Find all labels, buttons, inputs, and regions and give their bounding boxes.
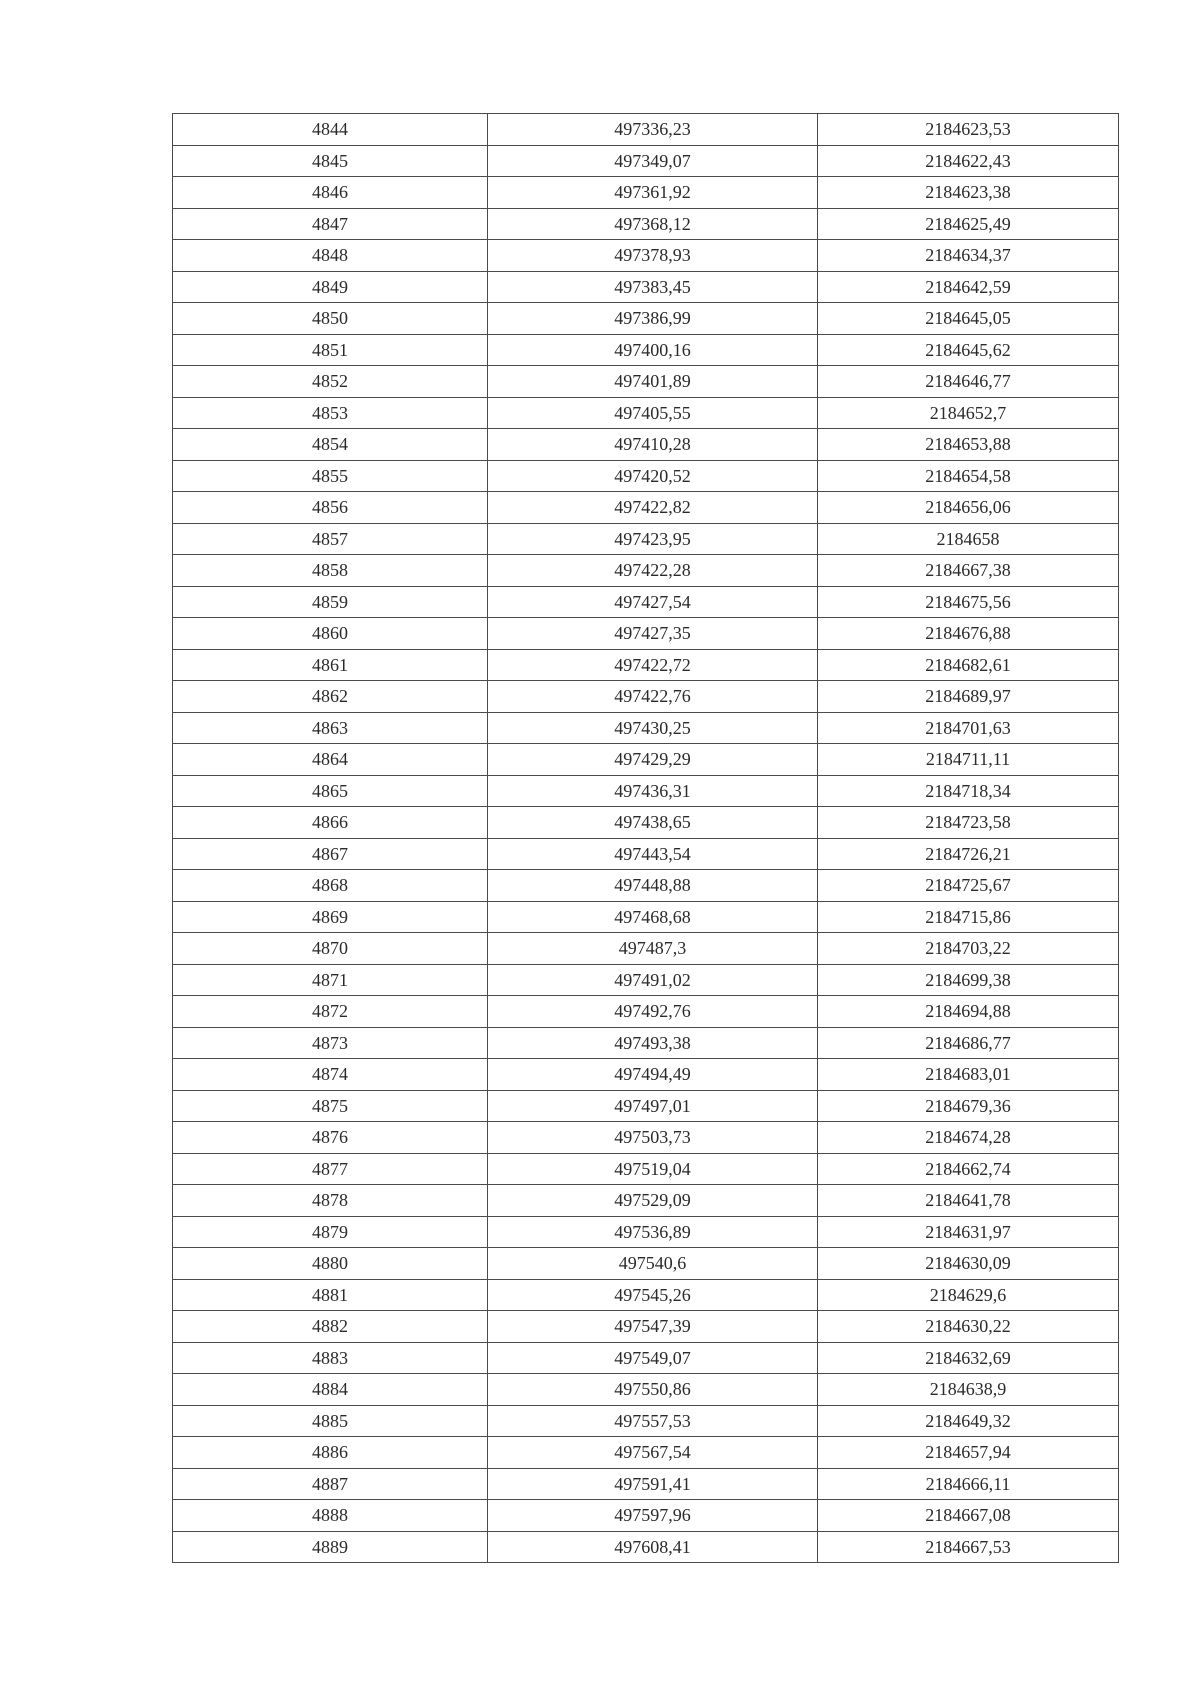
table-row xyxy=(173,1437,1119,1469)
table-row xyxy=(173,838,1119,870)
point-number-cell: 4848 xyxy=(173,240,488,272)
y-coordinate-cell: 2184679,36 xyxy=(818,1090,1119,1122)
point-number-cell: 4847 xyxy=(173,208,488,240)
y-coordinate-cell: 2184645,05 xyxy=(818,303,1119,335)
x-coordinate-cell: 497597,96 xyxy=(488,1500,818,1532)
point-number-cell: 4857 xyxy=(173,523,488,555)
table-row xyxy=(173,1311,1119,1343)
point-number-cell: 4877 xyxy=(173,1153,488,1185)
x-coordinate-cell: 497383,45 xyxy=(488,271,818,303)
x-coordinate-cell: 497494,49 xyxy=(488,1059,818,1091)
y-coordinate-cell: 2184675,56 xyxy=(818,586,1119,618)
table-row xyxy=(173,775,1119,807)
x-coordinate-cell: 497557,53 xyxy=(488,1405,818,1437)
table-row xyxy=(173,303,1119,335)
table-row xyxy=(173,1122,1119,1154)
x-coordinate-cell: 497349,07 xyxy=(488,145,818,177)
table-row xyxy=(173,271,1119,303)
x-coordinate-cell: 497430,25 xyxy=(488,712,818,744)
table-row xyxy=(173,1279,1119,1311)
y-coordinate-cell: 2184703,22 xyxy=(818,933,1119,965)
y-coordinate-cell: 2184662,74 xyxy=(818,1153,1119,1185)
table-row xyxy=(173,870,1119,902)
point-number-cell: 4879 xyxy=(173,1216,488,1248)
x-coordinate-cell: 497443,54 xyxy=(488,838,818,870)
x-coordinate-cell: 497401,89 xyxy=(488,366,818,398)
table-row xyxy=(173,807,1119,839)
x-coordinate-cell: 497422,28 xyxy=(488,555,818,587)
table-row xyxy=(173,1027,1119,1059)
point-number-cell: 4863 xyxy=(173,712,488,744)
x-coordinate-cell: 497536,89 xyxy=(488,1216,818,1248)
x-coordinate-cell: 497378,93 xyxy=(488,240,818,272)
x-coordinate-cell: 497493,38 xyxy=(488,1027,818,1059)
x-coordinate-cell: 497427,54 xyxy=(488,586,818,618)
point-number-cell: 4880 xyxy=(173,1248,488,1280)
table-row xyxy=(173,712,1119,744)
point-number-cell: 4860 xyxy=(173,618,488,650)
x-coordinate-cell: 497608,41 xyxy=(488,1531,818,1563)
y-coordinate-cell: 2184667,53 xyxy=(818,1531,1119,1563)
x-coordinate-cell: 497545,26 xyxy=(488,1279,818,1311)
point-number-cell: 4889 xyxy=(173,1531,488,1563)
table-row xyxy=(173,586,1119,618)
table-row xyxy=(173,649,1119,681)
y-coordinate-cell: 2184726,21 xyxy=(818,838,1119,870)
table-row xyxy=(173,334,1119,366)
y-coordinate-cell: 2184632,69 xyxy=(818,1342,1119,1374)
point-number-cell: 4850 xyxy=(173,303,488,335)
y-coordinate-cell: 2184622,43 xyxy=(818,145,1119,177)
point-number-cell: 4866 xyxy=(173,807,488,839)
y-coordinate-cell: 2184656,06 xyxy=(818,492,1119,524)
y-coordinate-cell: 2184629,6 xyxy=(818,1279,1119,1311)
x-coordinate-cell: 497567,54 xyxy=(488,1437,818,1469)
x-coordinate-cell: 497519,04 xyxy=(488,1153,818,1185)
y-coordinate-cell: 2184658 xyxy=(818,523,1119,555)
point-number-cell: 4870 xyxy=(173,933,488,965)
y-coordinate-cell: 2184652,7 xyxy=(818,397,1119,429)
y-coordinate-cell: 2184645,62 xyxy=(818,334,1119,366)
x-coordinate-cell: 497361,92 xyxy=(488,177,818,209)
x-coordinate-cell: 497547,39 xyxy=(488,1311,818,1343)
point-number-cell: 4859 xyxy=(173,586,488,618)
y-coordinate-cell: 2184630,09 xyxy=(818,1248,1119,1280)
x-coordinate-cell: 497448,88 xyxy=(488,870,818,902)
x-coordinate-cell: 497492,76 xyxy=(488,996,818,1028)
table-row xyxy=(173,1468,1119,1500)
table-row xyxy=(173,1374,1119,1406)
table-row xyxy=(173,397,1119,429)
table-row xyxy=(173,933,1119,965)
point-number-cell: 4845 xyxy=(173,145,488,177)
point-number-cell: 4887 xyxy=(173,1468,488,1500)
point-number-cell: 4875 xyxy=(173,1090,488,1122)
coordinates-table-body xyxy=(173,114,1119,1563)
point-number-cell: 4878 xyxy=(173,1185,488,1217)
point-number-cell: 4867 xyxy=(173,838,488,870)
table-row xyxy=(173,1531,1119,1563)
x-coordinate-cell: 497405,55 xyxy=(488,397,818,429)
y-coordinate-cell: 2184674,28 xyxy=(818,1122,1119,1154)
table-row xyxy=(173,1248,1119,1280)
point-number-cell: 4855 xyxy=(173,460,488,492)
point-number-cell: 4874 xyxy=(173,1059,488,1091)
x-coordinate-cell: 497497,01 xyxy=(488,1090,818,1122)
point-number-cell: 4851 xyxy=(173,334,488,366)
y-coordinate-cell: 2184667,08 xyxy=(818,1500,1119,1532)
table-row xyxy=(173,618,1119,650)
y-coordinate-cell: 2184625,49 xyxy=(818,208,1119,240)
point-number-cell: 4861 xyxy=(173,649,488,681)
y-coordinate-cell: 2184694,88 xyxy=(818,996,1119,1028)
x-coordinate-cell: 497400,16 xyxy=(488,334,818,366)
y-coordinate-cell: 2184718,34 xyxy=(818,775,1119,807)
x-coordinate-cell: 497491,02 xyxy=(488,964,818,996)
y-coordinate-cell: 2184689,97 xyxy=(818,681,1119,713)
point-number-cell: 4854 xyxy=(173,429,488,461)
x-coordinate-cell: 497549,07 xyxy=(488,1342,818,1374)
x-coordinate-cell: 497422,72 xyxy=(488,649,818,681)
table-row xyxy=(173,492,1119,524)
y-coordinate-cell: 2184723,58 xyxy=(818,807,1119,839)
point-number-cell: 4872 xyxy=(173,996,488,1028)
point-number-cell: 4885 xyxy=(173,1405,488,1437)
table-row xyxy=(173,1500,1119,1532)
x-coordinate-cell: 497427,35 xyxy=(488,618,818,650)
x-coordinate-cell: 497529,09 xyxy=(488,1185,818,1217)
table-row xyxy=(173,1185,1119,1217)
table-row xyxy=(173,555,1119,587)
y-coordinate-cell: 2184701,63 xyxy=(818,712,1119,744)
y-coordinate-cell: 2184631,97 xyxy=(818,1216,1119,1248)
point-number-cell: 4888 xyxy=(173,1500,488,1532)
x-coordinate-cell: 497410,28 xyxy=(488,429,818,461)
y-coordinate-cell: 2184646,77 xyxy=(818,366,1119,398)
point-number-cell: 4869 xyxy=(173,901,488,933)
table-row xyxy=(173,177,1119,209)
point-number-cell: 4886 xyxy=(173,1437,488,1469)
y-coordinate-cell: 2184653,88 xyxy=(818,429,1119,461)
point-number-cell: 4881 xyxy=(173,1279,488,1311)
y-coordinate-cell: 2184711,11 xyxy=(818,744,1119,776)
y-coordinate-cell: 2184667,38 xyxy=(818,555,1119,587)
x-coordinate-cell: 497423,95 xyxy=(488,523,818,555)
table-row xyxy=(173,901,1119,933)
x-coordinate-cell: 497422,76 xyxy=(488,681,818,713)
table-row xyxy=(173,523,1119,555)
point-number-cell: 4844 xyxy=(173,114,488,146)
y-coordinate-cell: 2184654,58 xyxy=(818,460,1119,492)
x-coordinate-cell: 497540,6 xyxy=(488,1248,818,1280)
table-row xyxy=(173,1216,1119,1248)
table-row xyxy=(173,114,1119,146)
point-number-cell: 4856 xyxy=(173,492,488,524)
y-coordinate-cell: 2184725,67 xyxy=(818,870,1119,902)
x-coordinate-cell: 497591,41 xyxy=(488,1468,818,1500)
y-coordinate-cell: 2184657,94 xyxy=(818,1437,1119,1469)
y-coordinate-cell: 2184623,53 xyxy=(818,114,1119,146)
table-row xyxy=(173,240,1119,272)
coordinates-table xyxy=(172,113,1119,1563)
point-number-cell: 4864 xyxy=(173,744,488,776)
x-coordinate-cell: 497438,65 xyxy=(488,807,818,839)
y-coordinate-cell: 2184649,32 xyxy=(818,1405,1119,1437)
y-coordinate-cell: 2184676,88 xyxy=(818,618,1119,650)
table-row xyxy=(173,1153,1119,1185)
point-number-cell: 4873 xyxy=(173,1027,488,1059)
x-coordinate-cell: 497550,86 xyxy=(488,1374,818,1406)
y-coordinate-cell: 2184683,01 xyxy=(818,1059,1119,1091)
table-row xyxy=(173,1342,1119,1374)
y-coordinate-cell: 2184642,59 xyxy=(818,271,1119,303)
table-row xyxy=(173,366,1119,398)
point-number-cell: 4882 xyxy=(173,1311,488,1343)
x-coordinate-cell: 497386,99 xyxy=(488,303,818,335)
table-row xyxy=(173,1405,1119,1437)
point-number-cell: 4846 xyxy=(173,177,488,209)
x-coordinate-cell: 497436,31 xyxy=(488,775,818,807)
y-coordinate-cell: 2184630,22 xyxy=(818,1311,1119,1343)
table-row xyxy=(173,1059,1119,1091)
y-coordinate-cell: 2184638,9 xyxy=(818,1374,1119,1406)
table-row xyxy=(173,1090,1119,1122)
x-coordinate-cell: 497420,52 xyxy=(488,460,818,492)
y-coordinate-cell: 2184715,86 xyxy=(818,901,1119,933)
table-row xyxy=(173,996,1119,1028)
point-number-cell: 4853 xyxy=(173,397,488,429)
x-coordinate-cell: 497429,29 xyxy=(488,744,818,776)
y-coordinate-cell: 2184641,78 xyxy=(818,1185,1119,1217)
point-number-cell: 4868 xyxy=(173,870,488,902)
y-coordinate-cell: 2184682,61 xyxy=(818,649,1119,681)
point-number-cell: 4865 xyxy=(173,775,488,807)
x-coordinate-cell: 497422,82 xyxy=(488,492,818,524)
table-row xyxy=(173,744,1119,776)
y-coordinate-cell: 2184666,11 xyxy=(818,1468,1119,1500)
table-row xyxy=(173,429,1119,461)
point-number-cell: 4871 xyxy=(173,964,488,996)
table-row xyxy=(173,681,1119,713)
table-row xyxy=(173,208,1119,240)
point-number-cell: 4862 xyxy=(173,681,488,713)
point-number-cell: 4849 xyxy=(173,271,488,303)
point-number-cell: 4852 xyxy=(173,366,488,398)
y-coordinate-cell: 2184686,77 xyxy=(818,1027,1119,1059)
y-coordinate-cell: 2184623,38 xyxy=(818,177,1119,209)
y-coordinate-cell: 2184699,38 xyxy=(818,964,1119,996)
point-number-cell: 4883 xyxy=(173,1342,488,1374)
table-row xyxy=(173,460,1119,492)
point-number-cell: 4876 xyxy=(173,1122,488,1154)
y-coordinate-cell: 2184634,37 xyxy=(818,240,1119,272)
x-coordinate-cell: 497336,23 xyxy=(488,114,818,146)
point-number-cell: 4858 xyxy=(173,555,488,587)
x-coordinate-cell: 497487,3 xyxy=(488,933,818,965)
table-row xyxy=(173,145,1119,177)
x-coordinate-cell: 497503,73 xyxy=(488,1122,818,1154)
table-row xyxy=(173,964,1119,996)
x-coordinate-cell: 497368,12 xyxy=(488,208,818,240)
point-number-cell: 4884 xyxy=(173,1374,488,1406)
x-coordinate-cell: 497468,68 xyxy=(488,901,818,933)
